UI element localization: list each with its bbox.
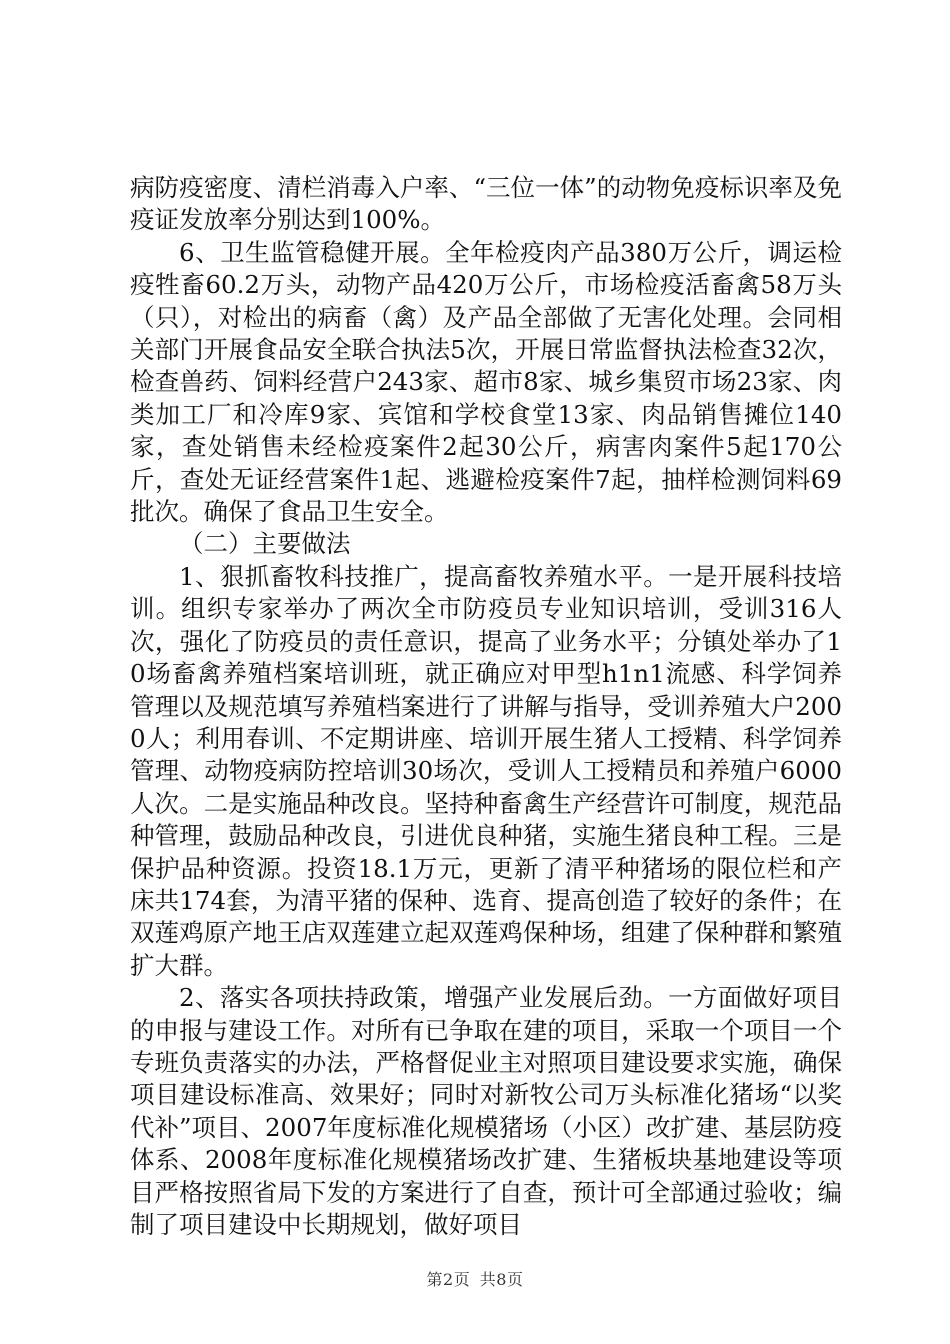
paragraph-continued: 病防疫密度、清栏消毒入户率、“三位一体”的动物免疫标识率及免疫证发放率分别达到100%。: [130, 173, 842, 235]
paragraph-sanitary-supervision: 6、卫生监管稳健开展。全年检疫肉产品380万公斤，调运检疫牲畜60.2万头，动物产品420万公斤，市场检疫活畜禽58万头（只），对检出的病畜（禽）及产品全部做了无害化处理。会同相关部门开展食品安全联合执法5次，开展日常监督执法检查32次，检查兽药、饲料经营户243家、超市8家、城乡集贸市场23家、肉类加工厂和冷库9家、宾馆和学校食堂13家、肉品销售摊位140家，查处销售未经检疫案件2起30公斤，病害肉案件5起170公斤，查处无证经营案件1起、逃避检疫案件7起，抽样检测饲料69批次。确保了食品卫生安全。: [130, 237, 842, 527]
paragraph-tech-promotion: 1、狠抓畜牧科技推广，提高畜牧养殖水平。一是开展科技培训。组织专家举办了两次全市防疫员专业知识培训，受训316人次，强化了防疫员的责任意识，提高了业务水平；分镇处举办了10场畜禽养殖档案培训班，就正确应对甲型h1n1流感、科学饲养管理以及规范填写养殖档案进行了讲解与指导，受训养殖大户2000人；利用春训、不定期讲座、培训开展生猪人工授精、科学饲养管理、动物疫病防控培训30场次，受训人工授精员和养殖户6000人次。二是实施品种改良。坚持种畜禽生产经营许可制度，规范品种管理，鼓励品种改良，引进优良种猪，实施生猪良种工程。三是保护品种资源。投资18.1万元，更新了清平种猪场的限位栏和产床共174套，为清平猪的保种、选育、提高创造了较好的条件；在双莲鸡原产地王店双莲建立起双莲鸡保种场，组建了保种群和繁殖扩大群。: [130, 561, 842, 980]
page-total: 共8页: [479, 1270, 524, 1289]
section-heading-main-practices: （二）主要做法: [179, 529, 351, 559]
document-body: [130, 172, 842, 1241]
page-number: 第2页: [426, 1270, 471, 1289]
page-footer: [0, 1267, 950, 1290]
paragraph-support-policies: 2、落实各项扶持政策，增强产业发展后劲。一方面做好项目的申报与建设工作。对所有已争取在建的项目，采取一个项目一个专班负责落实的办法，严格督促业主对照项目建设要求实施，确保项目建设标准高、效果好；同时对新牧公司万头标准化猪场“以奖代补”项目、2007年度标准化规模猪场（小区）改扩建、基层防疫体系、2008年度标准化规模猪场改扩建、生猪板块基地建设等项目严格按照省局下发的方案进行了自查，预计可全部通过验收；编制了项目建设中长期规划，做好项目: [130, 983, 842, 1239]
